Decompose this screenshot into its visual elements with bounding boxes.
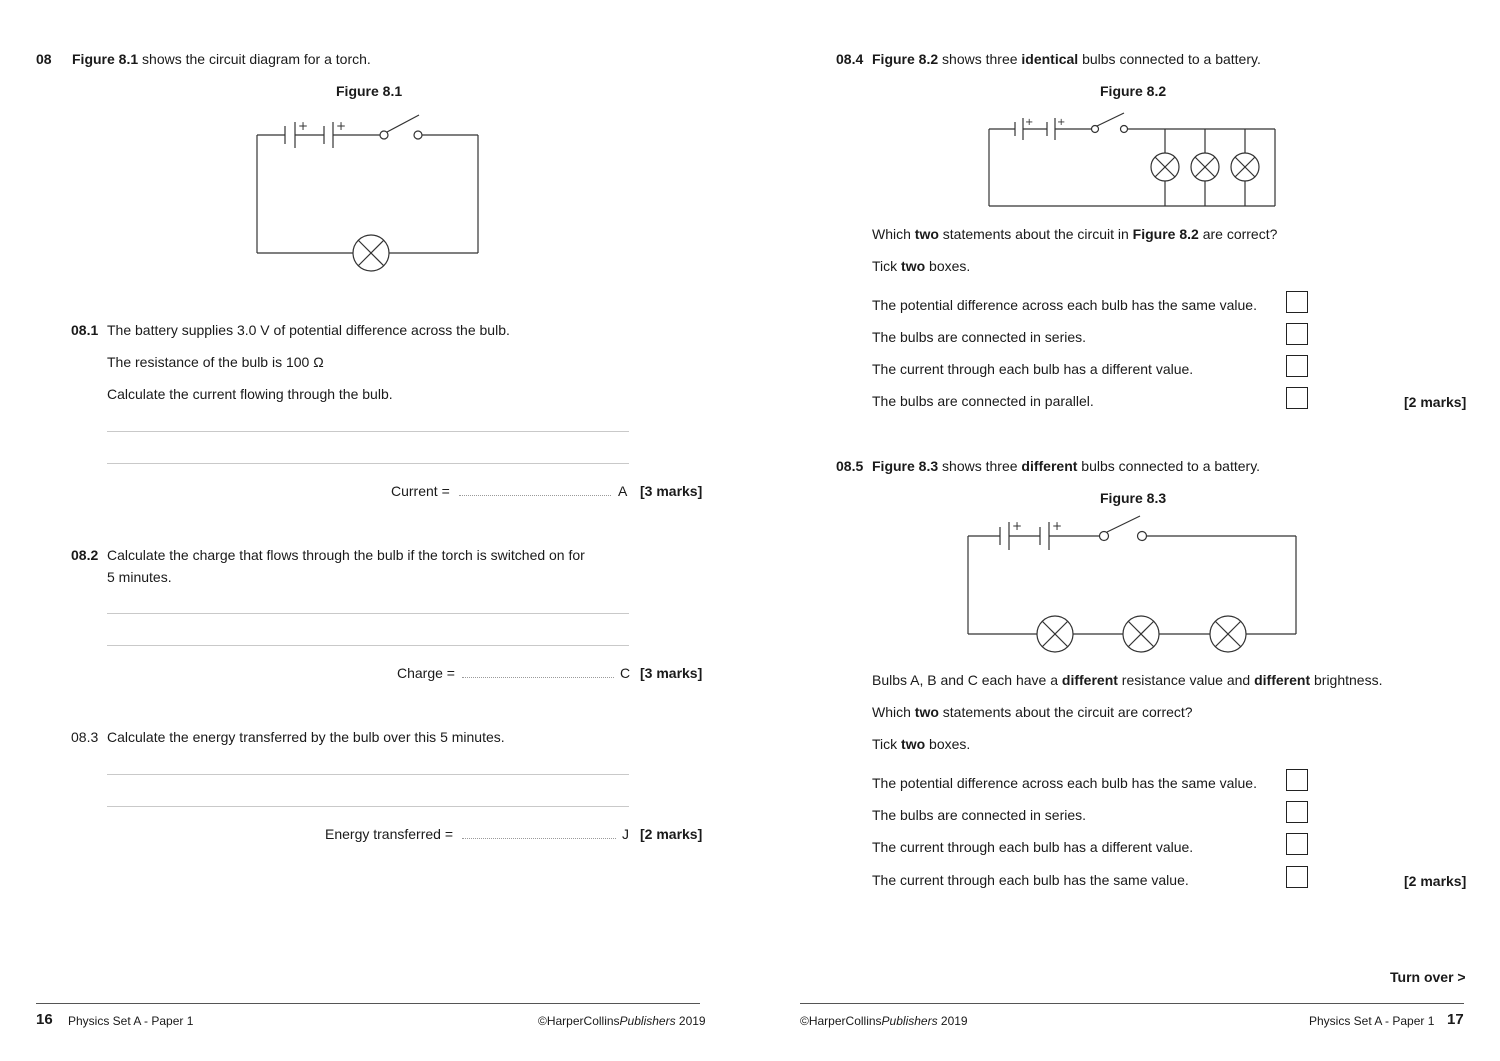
emphasis-text: different [1021, 458, 1078, 474]
option-label: The potential difference across each bulb has the same value. [872, 775, 1257, 791]
answer-unit: J [622, 826, 629, 842]
paper-title: Physics Set A - Paper 1 [68, 1014, 194, 1028]
text: are correct? [1198, 226, 1278, 242]
working-line[interactable] [107, 645, 629, 646]
footer-rule [36, 1003, 700, 1004]
question-intro [872, 457, 1260, 475]
marks-label: [3 marks] [640, 483, 703, 499]
option-checkbox[interactable] [1286, 866, 1308, 888]
question-text [872, 225, 1277, 243]
svg-text:+: + [1012, 519, 1023, 533]
answer-label: Current = [391, 483, 450, 499]
option-label: The potential difference across each bulb has the same value. [872, 297, 1257, 313]
emphasis-text: identical [1021, 51, 1079, 67]
question-text: The battery supplies 3.0 V of potential difference across the bulb. [107, 322, 510, 338]
torch-circuit-diagram [250, 110, 490, 275]
question-text: Calculate the energy transferred by the bulb over this 5 minutes. [107, 729, 505, 745]
text: Tick [872, 258, 902, 274]
svg-text:+: + [1052, 519, 1063, 533]
svg-text:+: + [1057, 117, 1066, 128]
svg-text:+: + [336, 119, 347, 133]
page-number: 16 [36, 1011, 53, 1028]
marks-label: [2 marks] [1404, 873, 1467, 889]
copyright-publisher: Publishers [881, 1014, 938, 1028]
option-label: The bulbs are connected in series. [872, 329, 1087, 345]
emphasis-text: two [914, 704, 939, 720]
figure-reference: Figure 8.2 [872, 51, 939, 67]
question-text: 5 minutes. [107, 569, 172, 585]
question-number: 08.1 [71, 322, 99, 338]
text: Bulbs A, B and C each have a [872, 672, 1062, 688]
option-label: The current through each bulb has the same value. [872, 872, 1189, 888]
figure-caption: Figure 8.2 [1100, 83, 1167, 99]
instruction-text [872, 257, 970, 275]
text: resistance value and [1117, 672, 1255, 688]
emphasis-text: two [914, 226, 939, 242]
copyright-text: ©HarperCollins [800, 1014, 882, 1028]
series-circuit-diagram [960, 512, 1305, 652]
question-number: 08.2 [71, 547, 99, 563]
option-checkbox[interactable] [1286, 291, 1308, 313]
question-number: 08.5 [836, 458, 864, 474]
figure-caption: Figure 8.1 [336, 83, 403, 99]
footer-rule [800, 1003, 1464, 1004]
option-checkbox[interactable] [1286, 833, 1308, 855]
emphasis-text: two [901, 736, 926, 752]
option-checkbox[interactable] [1286, 323, 1308, 345]
option-label: The bulbs are connected in series. [872, 807, 1087, 823]
text: statements about the circuit in [938, 226, 1133, 242]
answer-label: Energy transferred = [325, 826, 454, 842]
text: statements about the circuit are correct? [938, 704, 1193, 720]
answer-label: Charge = [397, 665, 455, 681]
text: boxes. [925, 736, 971, 752]
answer-unit: A [618, 483, 628, 499]
question-text [872, 671, 1382, 689]
emphasis-text: different [1061, 672, 1118, 688]
intro-text: shows three [938, 51, 1022, 67]
question-intro [872, 50, 1261, 68]
option-checkbox[interactable] [1286, 769, 1308, 791]
working-line[interactable] [107, 613, 629, 614]
emphasis-text: two [901, 258, 926, 274]
svg-text:+: + [298, 119, 309, 133]
paper-title: Physics Set A - Paper 1 [1309, 1014, 1435, 1028]
question-number: 08.4 [836, 51, 864, 67]
copyright-year: 2019 [937, 1014, 968, 1028]
question-text [872, 703, 1193, 721]
parallel-circuit-diagram [985, 110, 1280, 210]
question-intro [72, 50, 371, 68]
copyright-year: 2019 [675, 1014, 706, 1028]
working-line[interactable] [107, 774, 629, 775]
text: Tick [872, 736, 902, 752]
copyright-publisher: Publishers [619, 1014, 676, 1028]
figure-caption: Figure 8.3 [1100, 490, 1167, 506]
answer-unit: C [620, 665, 631, 681]
copyright [538, 1012, 706, 1030]
energy-answer-field[interactable] [462, 838, 616, 839]
option-label: The bulbs are connected in parallel. [872, 393, 1094, 409]
turn-over-label: Turn over > [1390, 969, 1466, 985]
question-text: Calculate the current flowing through the bulb. [107, 386, 393, 402]
working-line[interactable] [107, 431, 629, 432]
page-number: 17 [1447, 1011, 1464, 1028]
working-line[interactable] [107, 463, 629, 464]
intro-text: bulbs connected to a battery. [1077, 458, 1261, 474]
intro-text: bulbs connected to a battery. [1078, 51, 1261, 67]
intro-text: shows the circuit diagram for a torch. [138, 51, 371, 67]
charge-answer-field[interactable] [462, 677, 614, 678]
marks-label: [3 marks] [640, 665, 703, 681]
instruction-text [872, 735, 970, 753]
option-checkbox[interactable] [1286, 355, 1308, 377]
figure-reference: Figure 8.2 [1132, 226, 1199, 242]
svg-text:+: + [1025, 117, 1034, 128]
marks-label: [2 marks] [1404, 394, 1467, 410]
text: Which [872, 226, 915, 242]
text: boxes. [925, 258, 971, 274]
intro-text: shows three [938, 458, 1022, 474]
option-checkbox[interactable] [1286, 387, 1308, 409]
question-text: The resistance of the bulb is 100 Ω [107, 354, 324, 370]
question-number: 08 [36, 51, 52, 67]
option-label: The current through each bulb has a different value. [872, 839, 1194, 855]
marks-label: [2 marks] [640, 826, 703, 842]
text: brightness. [1310, 672, 1383, 688]
option-label: The current through each bulb has a different value. [872, 361, 1194, 377]
current-answer-field[interactable] [459, 495, 611, 496]
copyright-text: ©HarperCollins [538, 1014, 620, 1028]
text: Which [872, 704, 915, 720]
question-number: 08.3 [71, 729, 99, 745]
copyright [800, 1012, 968, 1030]
option-checkbox[interactable] [1286, 801, 1308, 823]
figure-reference: Figure 8.1 [72, 51, 139, 67]
emphasis-text: different [1254, 672, 1311, 688]
figure-reference: Figure 8.3 [872, 458, 939, 474]
question-text: Calculate the charge that flows through the bulb if the torch is switched on for [107, 547, 585, 563]
working-line[interactable] [107, 806, 629, 807]
